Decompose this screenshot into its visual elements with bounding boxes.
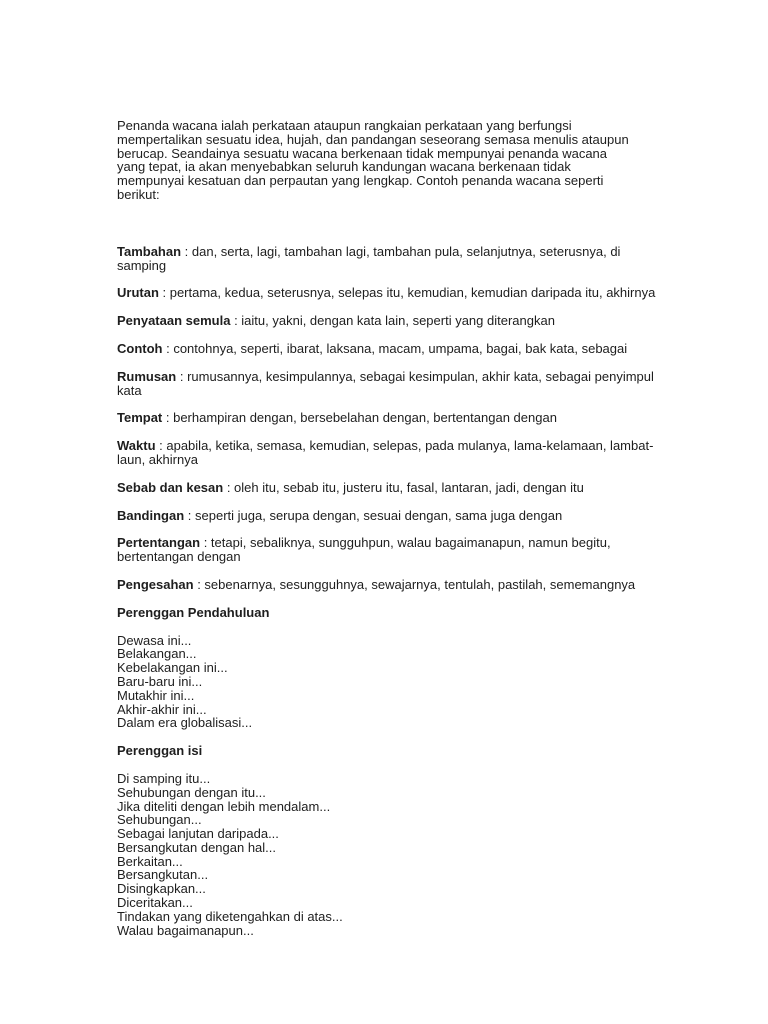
term-label: Tempat	[117, 410, 163, 426]
discourse-marker-list	[117, 245, 657, 592]
section-heading-pendahuluan: Perenggan Pendahuluan	[117, 604, 270, 620]
term-sebab-dan-kesan	[117, 481, 657, 495]
term-pertentangan	[117, 536, 657, 564]
list-item: Akhir-akhir ini...	[117, 701, 207, 717]
list-item: Bersangkutan...	[117, 867, 209, 883]
term-pengesahan	[117, 578, 657, 592]
term-label: Pengesahan	[117, 576, 194, 592]
list-item: Kebelakangan ini...	[117, 660, 228, 676]
term-tempat	[117, 411, 657, 425]
list-item: Belakangan...	[117, 646, 197, 662]
document-page	[117, 119, 657, 951]
term-label: Rumusan	[117, 368, 177, 384]
term-text: : contohnya, seperti, ibarat, laksana, macam, umpama, bagai, bak kata, sebagai	[162, 340, 628, 356]
term-text: : pertama, kedua, seterusnya, selepas itu, kemudian, kemudian daripada itu, akhirnya	[158, 285, 656, 301]
list-item: Mutakhir ini...	[117, 687, 195, 703]
list-item: Tindakan yang diketengahkan di atas...	[117, 908, 343, 924]
list-item: Sebagai lanjutan daripada...	[117, 826, 279, 842]
term-penyataan-semula	[117, 314, 657, 328]
term-text: : seperti juga, serupa dengan, sesuai dengan, sama juga dengan	[184, 507, 563, 523]
section-heading-isi: Perenggan isi	[117, 743, 203, 759]
term-label: Pertentangan	[117, 535, 201, 551]
list-item: Dalam era globalisasi...	[117, 715, 253, 731]
list-item: Diceritakan...	[117, 895, 193, 911]
list-item: Di samping itu...	[117, 770, 211, 786]
term-bandingan	[117, 509, 657, 523]
list-item: Berkaitan...	[117, 853, 183, 869]
term-label: Bandingan	[117, 507, 185, 523]
term-text: : apabila, ketika, semasa, kemudian, selepas, pada mulanya, lama-kelamaan, lambat-laun, akhirnya	[117, 438, 654, 467]
isi-phrase-list	[117, 772, 657, 938]
term-rumusan	[117, 370, 657, 398]
term-label: Urutan	[117, 285, 159, 301]
term-label: Sebab dan kesan	[117, 479, 224, 495]
term-text: : berhampiran dengan, bersebelahan dengan, bertentangan dengan	[162, 410, 557, 426]
term-contoh	[117, 342, 657, 356]
list-item: Jika diteliti dengan lebih mendalam...	[117, 798, 331, 814]
list-item: Dewasa ini...	[117, 632, 192, 648]
term-text: : sebenarnya, sesungguhnya, sewajarnya, tentulah, pastilah, sememangnya	[193, 576, 636, 592]
term-waktu	[117, 439, 657, 467]
term-label: Penyataan semula	[117, 313, 231, 329]
intro-paragraph: Penanda wacana ialah perkataan ataupun rangkaian perkataan yang berfungsi mempertalikan sesuatu idea, hujah, dan pandangan seseorang semasa menulis ataupun berucap. Seandainya sesuatu wacana berkenaan tidak mempunyai penanda wacana yang tepat, ia akan menyebabkan seluruh kandungan wacana berkenaan tidak mempunyai kesatuan dan perpautan yang lengkap. Contoh penanda wacana seperti berikut:	[117, 118, 629, 202]
term-label: Waktu	[117, 438, 156, 454]
term-text: : dan, serta, lagi, tambahan lagi, tambahan pula, selanjutnya, seterusnya, di samping	[117, 243, 621, 273]
term-label: Tambahan	[117, 243, 182, 259]
term-tambahan	[117, 245, 657, 273]
list-item: Sehubungan...	[117, 812, 202, 828]
term-text: : oleh itu, sebab itu, justeru itu, fasal, lantaran, jadi, dengan itu	[223, 479, 584, 495]
term-urutan	[117, 286, 657, 300]
list-item: Sehubungan dengan itu...	[117, 784, 266, 800]
list-item: Baru-baru ini...	[117, 673, 203, 689]
term-text: : tetapi, sebaliknya, sungguhpun, walau bagaimanapun, namun begitu, bertentangan dengan	[117, 535, 611, 565]
pendahuluan-phrase-list	[117, 634, 657, 731]
list-item: Bersangkutan dengan hal...	[117, 839, 277, 855]
term-text: : rumusannya, kesimpulannya, sebagai kesimpulan, akhir kata, sebagai penyimpul kata	[117, 368, 654, 398]
term-text: : iaitu, yakni, dengan kata lain, seperti yang diterangkan	[230, 313, 555, 329]
list-item: Disingkapkan...	[117, 881, 206, 897]
term-label: Contoh	[117, 340, 163, 356]
list-item: Walau bagaimanapun...	[117, 922, 254, 938]
